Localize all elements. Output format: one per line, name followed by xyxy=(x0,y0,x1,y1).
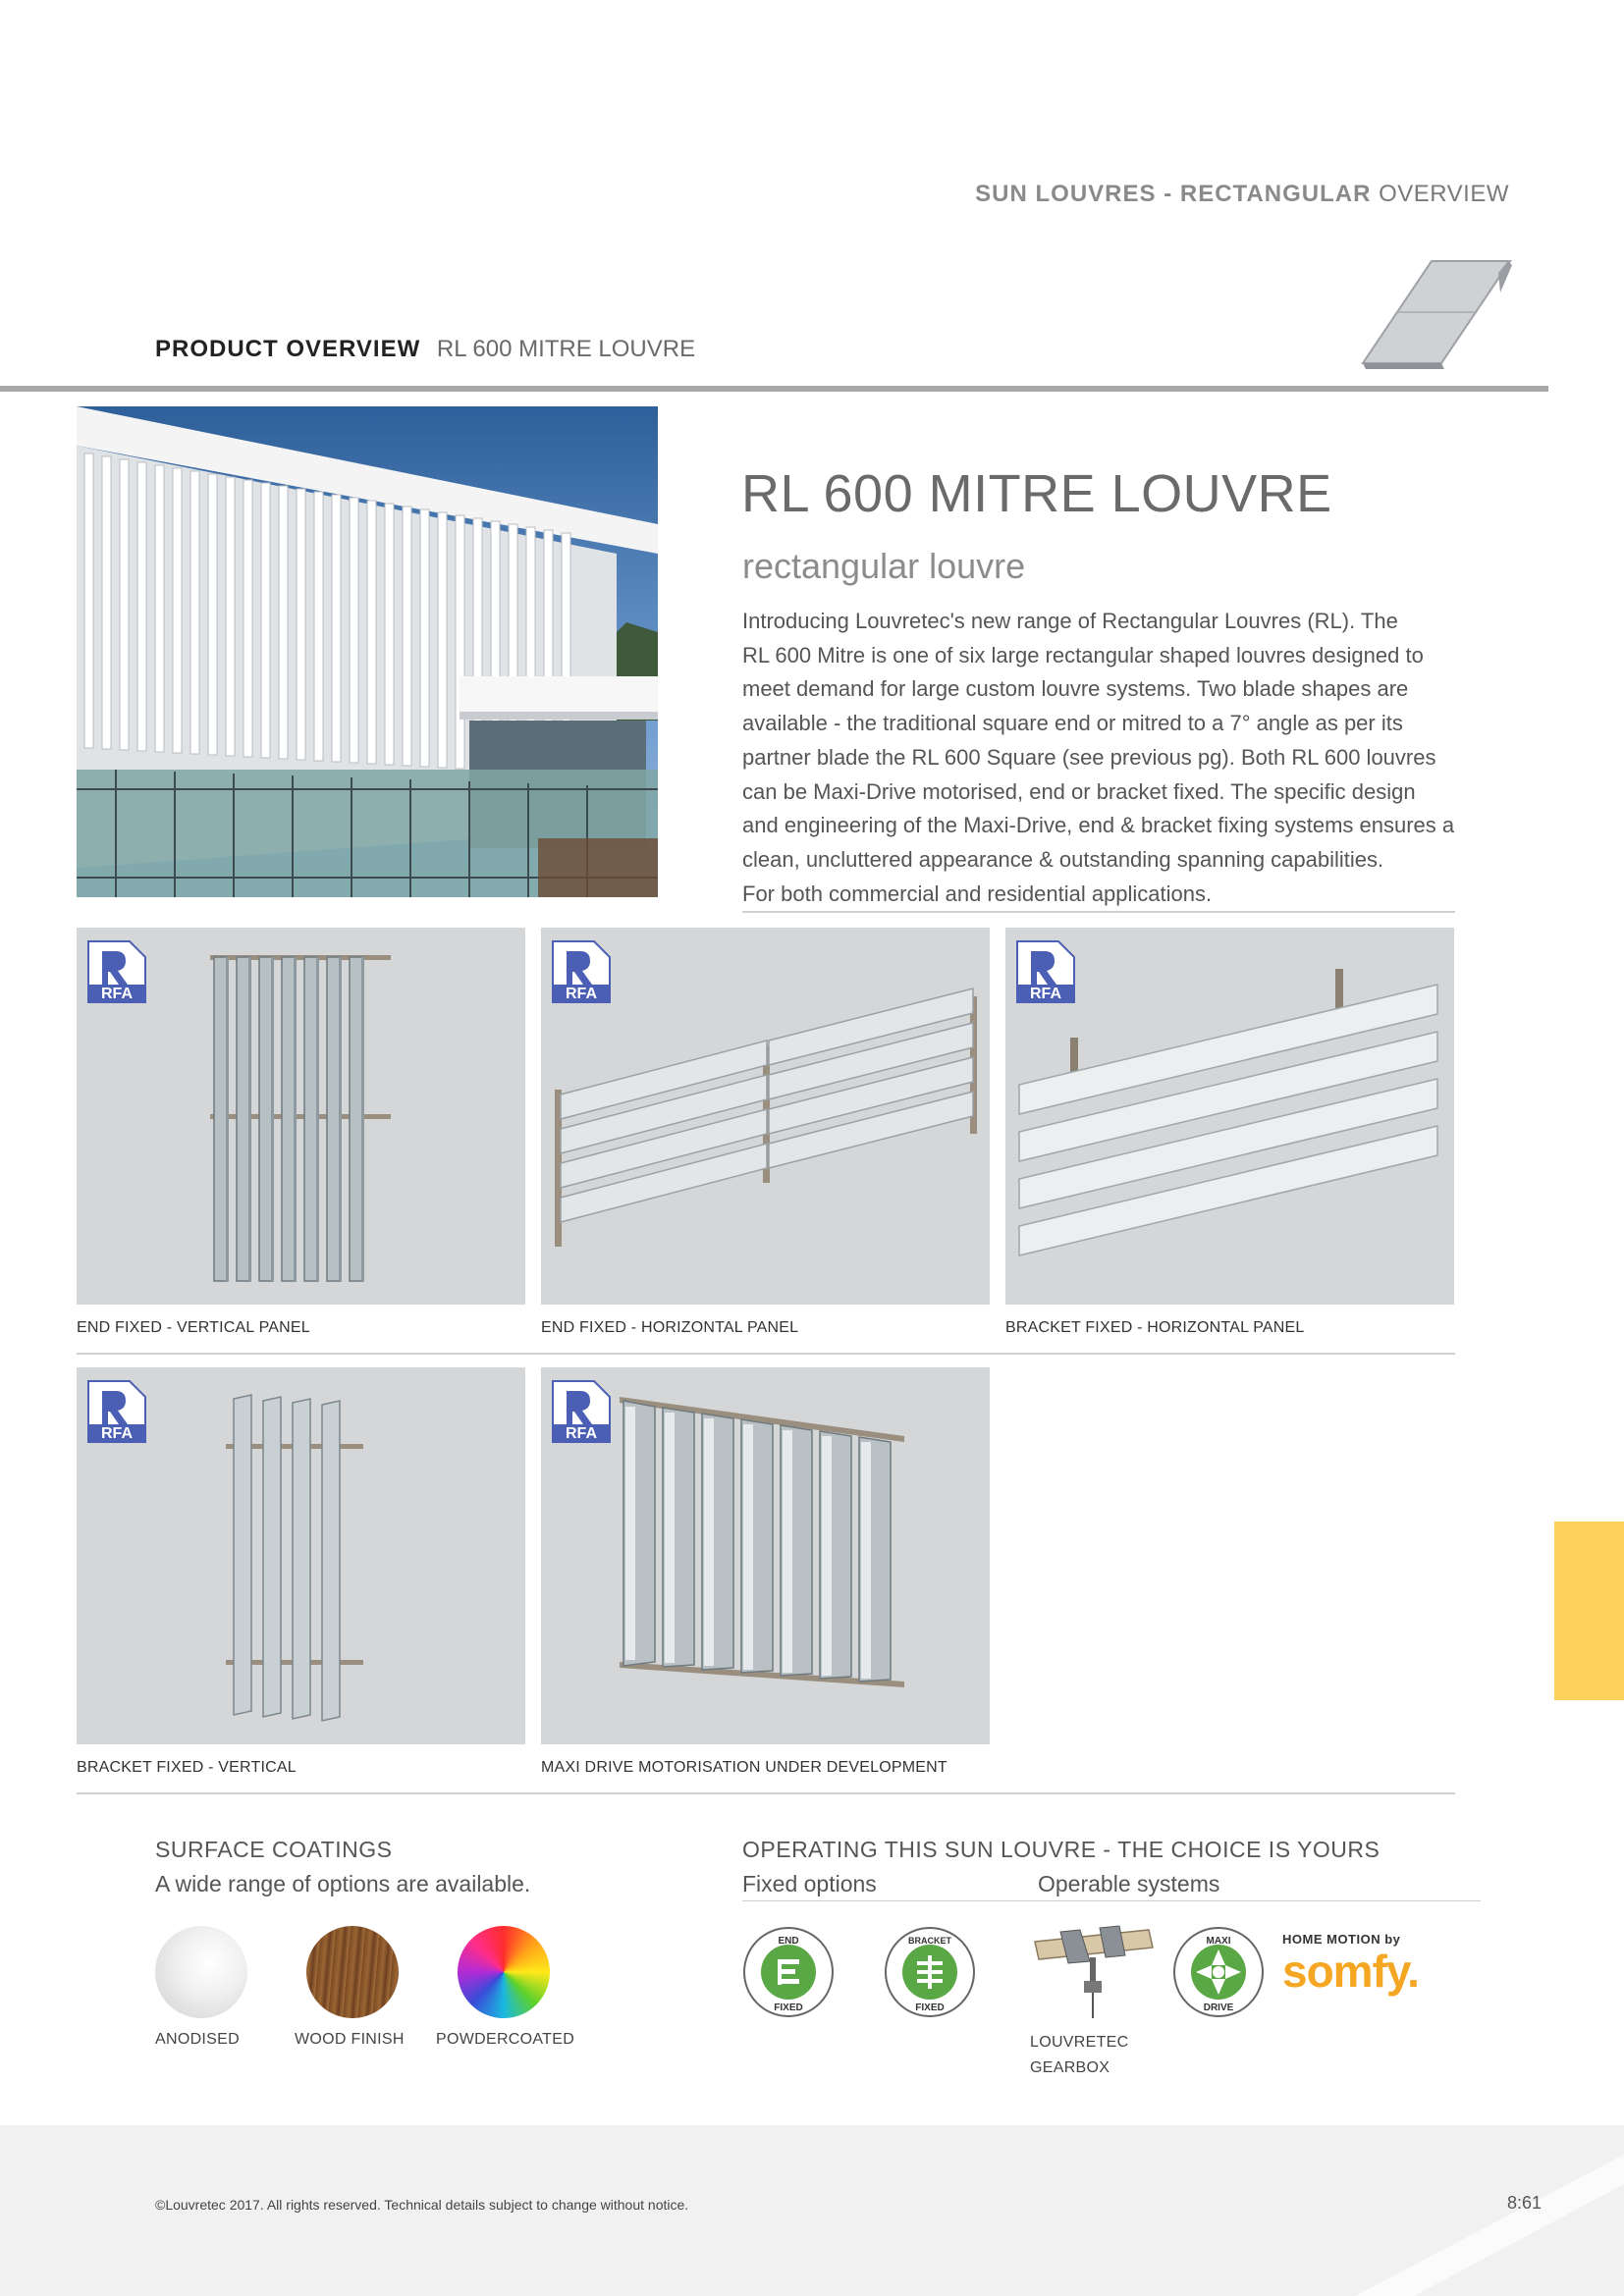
surface-coatings-title: SURFACE COATINGS xyxy=(155,1837,393,1862)
section-header-bold: SUN LOUVRES - RECTANGULAR xyxy=(975,181,1372,207)
copyright-notice: ©Louvretec 2017. All rights reserved. Technical details subject to change without notice. xyxy=(155,2197,689,2213)
panel-end-fixed-horizontal xyxy=(541,928,990,1305)
swatch-label: WOOD FINISH xyxy=(295,2031,405,2048)
end-fixed-badge xyxy=(742,1926,835,2018)
somfy-brand: somfy. xyxy=(1282,1946,1419,1997)
svg-text:RFA: RFA xyxy=(101,986,133,1002)
intro-line: meet demand for large custom louvre systems. Two blade shapes are xyxy=(742,676,1409,702)
row-divider xyxy=(77,1353,1455,1355)
svg-text:RFA: RFA xyxy=(1030,986,1061,1002)
panel-bracket-fixed-vertical xyxy=(77,1367,525,1744)
panel-caption: END FIXED - VERTICAL PANEL xyxy=(77,1319,310,1336)
badge-top-text: MAXI xyxy=(1206,1936,1231,1947)
swatch-label: ANODISED xyxy=(155,2031,240,2048)
gearbox-label-line: GEARBOX xyxy=(1030,2059,1110,2076)
anodised-swatch xyxy=(155,1926,247,2018)
fixed-options-label: Fixed options xyxy=(742,1871,877,1896)
intro-paragraph xyxy=(742,605,1469,911)
section-header xyxy=(0,181,1509,208)
intro-line: RL 600 Mitre is one of six large rectangular shaped louvres designed to xyxy=(742,642,1424,667)
badge-bottom-text: FIXED xyxy=(915,2002,945,2013)
rfa-icon xyxy=(553,941,610,1002)
rfa-icon xyxy=(553,1381,610,1442)
gearbox-label xyxy=(1030,2030,1129,2081)
hero-building-photo xyxy=(77,406,658,897)
page-subtitle: rectangular louvre xyxy=(742,546,1026,586)
operating-title: OPERATING THIS SUN LOUVRE - THE CHOICE IS YOURS xyxy=(742,1837,1380,1862)
intro-line: can be Maxi-Drive motorised, end or bracket fixed. The specific design xyxy=(742,778,1416,804)
panel-maxi-drive xyxy=(541,1367,990,1744)
svg-text:RFA: RFA xyxy=(101,1425,133,1442)
svg-text:RFA: RFA xyxy=(566,1425,597,1442)
panel-end-fixed-vertical xyxy=(77,928,525,1305)
intro-line: Introducing Louvretec's new range of Rectangular Louvres (RL). The xyxy=(742,609,1398,633)
gearbox-label-line: LOUVRETEC xyxy=(1030,2034,1129,2051)
powdercoated-swatch xyxy=(458,1926,550,2018)
panel-bracket-fixed-horizontal xyxy=(1005,928,1454,1305)
panel-caption: BRACKET FIXED - HORIZONTAL PANEL xyxy=(1005,1319,1305,1336)
rfa-icon xyxy=(88,941,145,1002)
operating-divider xyxy=(742,1900,1481,1901)
intro-line: available - the traditional square end or mitred to a 7° angle as per its xyxy=(742,711,1403,736)
swatch-label: POWDERCOATED xyxy=(436,2031,575,2048)
wood-finish-swatch xyxy=(306,1926,399,2018)
product-overview-heading xyxy=(155,336,695,363)
badge-bottom-text: DRIVE xyxy=(1203,2002,1234,2013)
louvre-thumbnail-icon xyxy=(1353,253,1520,371)
operable-systems-label: Operable systems xyxy=(1038,1871,1220,1896)
panel-caption: MAXI DRIVE MOTORISATION UNDER DEVELOPMENT xyxy=(541,1759,947,1776)
page-number: 8:61 xyxy=(1507,2193,1543,2213)
panel-caption: BRACKET FIXED - VERTICAL xyxy=(77,1759,297,1776)
intro-line: For both commercial and residential applications. xyxy=(742,881,1213,906)
panel-caption: END FIXED - HORIZONTAL PANEL xyxy=(541,1319,799,1336)
maxi-drive-badge xyxy=(1172,1926,1265,2018)
bracket-fixed-badge xyxy=(884,1926,976,2018)
header-divider xyxy=(0,386,1548,392)
intro-divider xyxy=(742,911,1455,913)
section-header-light: OVERVIEW xyxy=(1379,181,1509,207)
intro-line: and engineering of the Maxi-Drive, end & bracket fixing systems ensures a xyxy=(742,813,1455,838)
product-overview-label: PRODUCT OVERVIEW xyxy=(155,336,421,362)
badge-top-text: END xyxy=(778,1936,799,1947)
somfy-logo xyxy=(1282,1932,1479,2010)
intro-line: clean, uncluttered appearance & outstanding spanning capabilities. xyxy=(742,846,1384,872)
page-title: RL 600 MITRE LOUVRE xyxy=(741,464,1332,523)
rfa-icon xyxy=(1017,941,1074,1002)
badge-bottom-text: FIXED xyxy=(774,2002,803,2013)
product-overview-name: RL 600 MITRE LOUVRE xyxy=(436,336,696,362)
row-divider xyxy=(77,1792,1455,1794)
badge-top-text: BRACKET xyxy=(908,1936,951,1946)
rfa-icon xyxy=(88,1381,145,1442)
surface-coatings-subtitle: A wide range of options are available. xyxy=(155,1871,531,1896)
intro-line: partner blade the RL 600 Square (see previous pg). Both RL 600 louvres xyxy=(742,744,1436,770)
gearbox-illustration xyxy=(1031,1922,1159,2020)
somfy-tagline: HOME MOTION by xyxy=(1282,1932,1401,1947)
svg-text:RFA: RFA xyxy=(566,986,597,1002)
section-tab xyxy=(1554,1522,1624,1700)
